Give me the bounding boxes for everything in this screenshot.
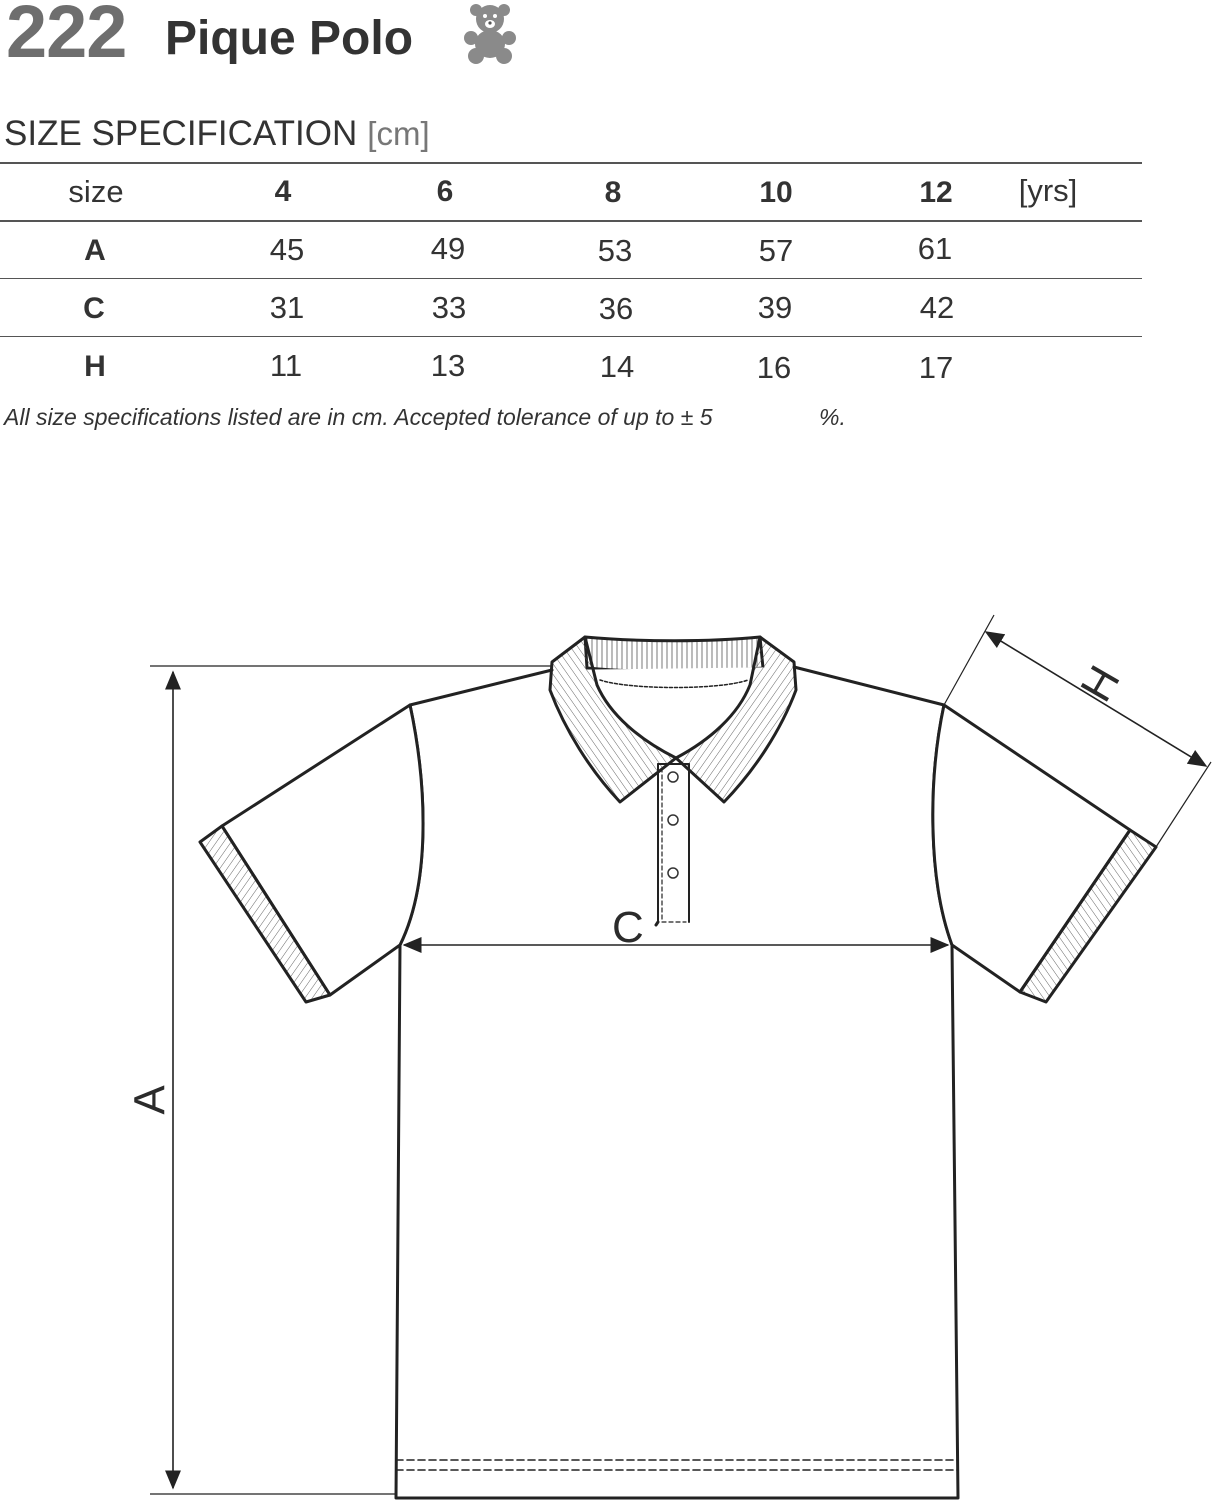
polo-shirt-illustration <box>0 600 1212 1500</box>
left-sleeve <box>222 705 423 995</box>
table-cell: 31 <box>269 290 305 325</box>
size-header-label: size <box>68 174 124 209</box>
dimension-label-c: C <box>612 903 644 952</box>
table-rule-row <box>0 278 1142 279</box>
tolerance-note <box>4 402 846 432</box>
table-rule-header <box>0 220 1142 222</box>
product-code: 222 <box>6 0 127 73</box>
table-cell: 16 <box>756 350 792 385</box>
size-unit: [yrs] <box>1018 173 1078 208</box>
table-rule-row <box>0 336 1142 337</box>
table-cell: 17 <box>918 350 954 385</box>
teddy-bear-icon <box>462 2 518 64</box>
spec-title <box>4 112 430 156</box>
table-cell: 61 <box>917 231 953 266</box>
dimension-label-a: A <box>125 1085 175 1115</box>
table-cell: 11 <box>269 348 303 383</box>
dimension-label-h: H <box>1071 657 1130 710</box>
row-label-c: C <box>83 292 105 325</box>
table-rule-top <box>0 162 1142 164</box>
table-cell: 39 <box>757 290 793 325</box>
tolerance-percent: %. <box>819 404 846 430</box>
shirt-body <box>396 667 958 1498</box>
table-cell: 45 <box>269 232 305 267</box>
polo-drawing <box>0 600 1212 1500</box>
row-label-a: A <box>84 234 106 267</box>
collar-back-band <box>585 637 763 672</box>
size-header: 8 <box>604 176 622 209</box>
size-header: 10 <box>759 176 793 209</box>
table-cell: 49 <box>430 231 466 266</box>
header <box>0 0 1212 80</box>
size-header: 4 <box>274 175 292 208</box>
spec-unit: [cm] <box>367 115 430 152</box>
row-label-h: H <box>84 350 106 383</box>
table-cell: 36 <box>598 291 634 326</box>
table-cell: 13 <box>430 348 466 383</box>
spec-title-text: SIZE SPECIFICATION <box>4 114 358 153</box>
right-sleeve <box>933 705 1130 992</box>
tolerance-note-text: All size specifications listed are in cm. Accepted tolerance of up to ± 5 <box>4 404 713 430</box>
table-cell: 53 <box>597 233 633 268</box>
product-name: Pique Polo <box>165 12 414 65</box>
size-header: 12 <box>919 176 953 209</box>
table-cell: 42 <box>919 290 955 325</box>
table-cell: 57 <box>758 233 794 268</box>
size-header: 6 <box>436 175 454 208</box>
table-cell: 33 <box>431 290 467 325</box>
table-cell: 14 <box>599 349 635 384</box>
